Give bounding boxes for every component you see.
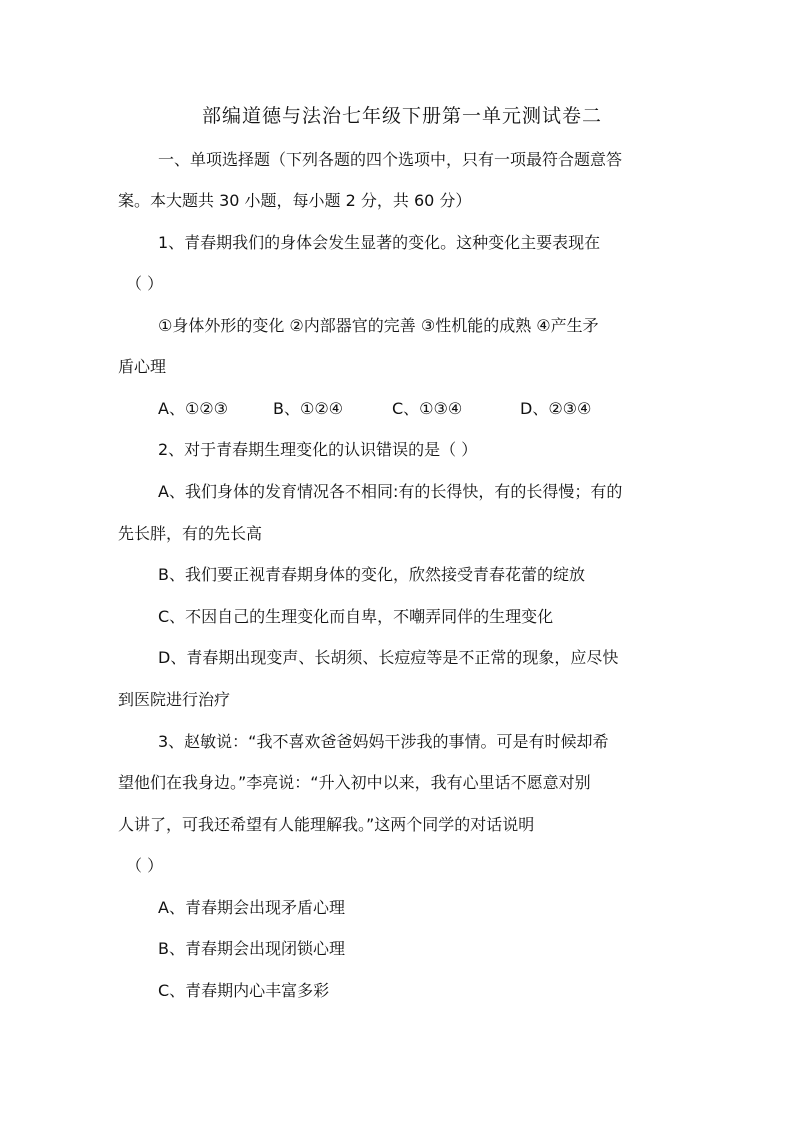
page-title: 部编道德与法治七年级下册第一单元测试卷二 bbox=[202, 105, 603, 127]
q2-option-b: B、我们要正视青春期身体的变化，欣然接受青春花蕾的绽放 bbox=[158, 565, 585, 584]
q2-option-d-line-2: 到医院进行治疗 bbox=[118, 690, 231, 709]
q1-options-row bbox=[158, 398, 638, 420]
section-heading-line-2: 案。本大题共 30 小题，每小题 2 分，共 60 分） bbox=[118, 191, 472, 210]
q3-stem-line-1: 3、赵敏说：“我不喜欢爸爸妈妈干涉我的事情。可是有时候却希 bbox=[158, 732, 609, 751]
section-heading-line-1: 一、单项选择题（下列各题的四个选项中，只有一项最符合题意答 bbox=[158, 150, 623, 169]
q3-stem-line-2: 望他们在我身边。”李亮说：“升入初中以来，我有心里话不愿意对别 bbox=[118, 773, 591, 792]
q1-option-a: A、①②③ bbox=[158, 399, 228, 418]
q1-items-line-1: ①身体外形的变化 ②内部器官的完善 ③性机能的成熟 ④产生矛 bbox=[158, 316, 599, 335]
q2-option-c: C、不因自己的生理变化而自卑，不嘲弄同伴的生理变化 bbox=[158, 607, 554, 626]
q3-option-a: A、青春期会出现矛盾心理 bbox=[158, 898, 345, 917]
q2-option-d-line-1: D、青春期出现变声、长胡须、长痘痘等是不正常的现象，应尽快 bbox=[158, 648, 619, 667]
q1-stem-line-1: 1、青春期我们的身体会发生显著的变化。这种变化主要表现在 bbox=[158, 233, 601, 252]
q2-stem: 2、对于青春期生理变化的认识错误的是（ ） bbox=[158, 440, 478, 459]
q3-option-c: C、青春期内心丰富多彩 bbox=[158, 981, 330, 1000]
q1-option-d: D、②③④ bbox=[520, 399, 592, 418]
q3-stem-line-4: （ ） bbox=[126, 856, 164, 875]
q1-option-c: C、①③④ bbox=[392, 399, 463, 418]
q1-items-line-2: 盾心理 bbox=[118, 357, 167, 376]
q1-option-b: B、①②④ bbox=[273, 399, 344, 418]
q1-stem-line-2: （ ） bbox=[126, 274, 164, 293]
q3-stem-line-3: 人讲了，可我还希望有人能理解我。”这两个同学的对话说明 bbox=[118, 815, 535, 834]
q2-option-a-line-1: A、我们身体的发育情况各不相同:有的长得快，有的长得慢；有的 bbox=[158, 482, 623, 501]
q3-option-b: B、青春期会出现闭锁心理 bbox=[158, 939, 345, 958]
q2-option-a-line-2: 先长胖，有的先长高 bbox=[118, 524, 263, 543]
